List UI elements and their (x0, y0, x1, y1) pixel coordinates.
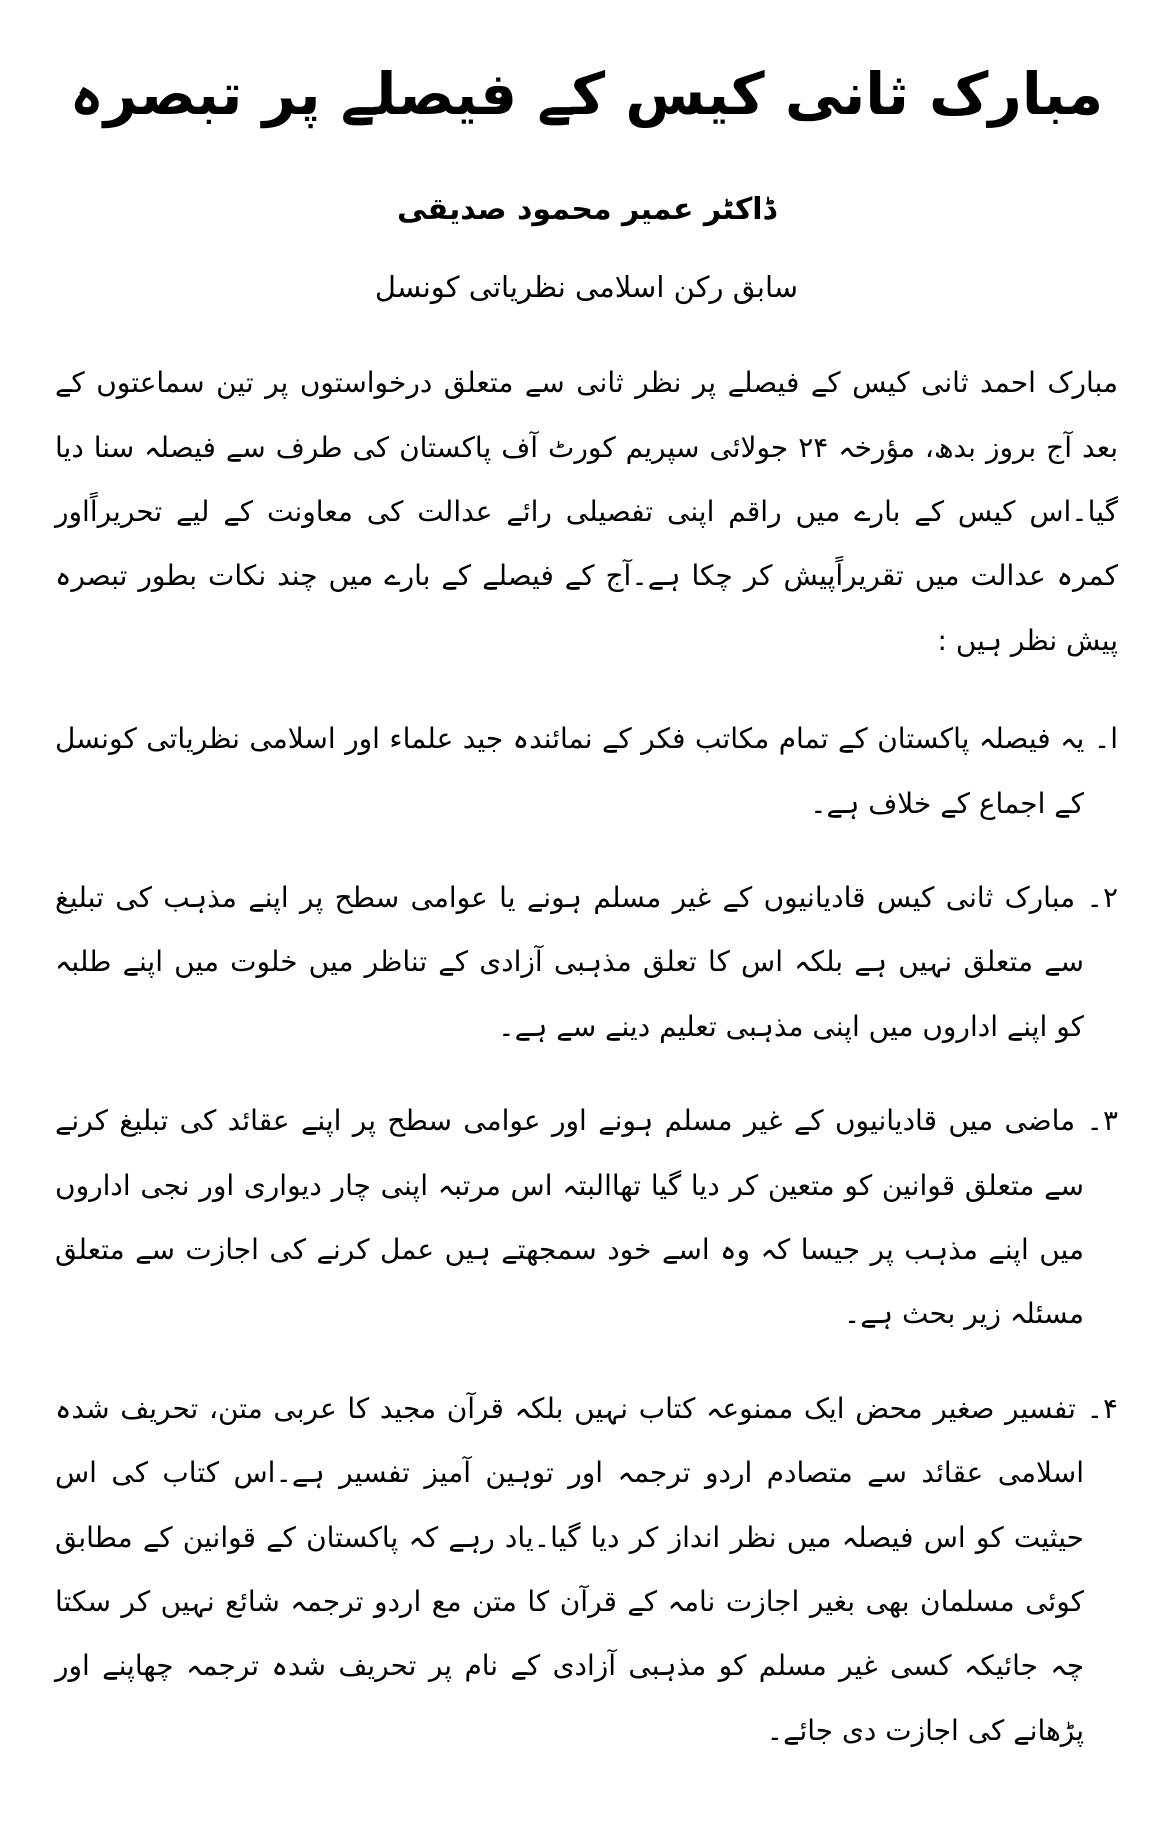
point-4-text: تفسیر صغیر محض ایک ممنوعہ کتاب نہیں بلکہ قرآن مجید کا عربی متن، تحریف شدہ اسلامی عقائد سے متصادم اردو ترجمہ اور توہین آمیز تفسیر ہے۔اس کتاب کی اس حیثیت کو اس فیصلہ میں نظر انداز کر دیا گیا۔یاد رہے کہ پاکستان کے قوانین کے مطابق کوئی مسلمان بھی بغیر اجازت نامہ کے قرآن کا متن مع اردو ترجمہ شائع نہیں کر سکتا چہ جائیکہ کسی غیر مسلم کو مذہبی آزادی کے نام پر تحریف شدہ ترجمہ چھاپنے اور پڑھانے کی اجازت دی جائے۔ (55, 1391, 1084, 1747)
document-title: مبارک ثانی کیس کے فیصلے پر تبصرہ (69, 60, 1104, 128)
point-4-number: ۴۔ (1086, 1391, 1119, 1425)
point-paragraph-1 (55, 707, 1118, 836)
point-paragraph-3 (55, 1089, 1118, 1347)
author-name: ڈاکٹر عمیر محمود صدیقی (397, 191, 776, 227)
point-1-number: ا۔ (1093, 722, 1118, 756)
point-1-text: یہ فیصلہ پاکستان کے تمام مکاتب فکر کے نمائندہ جید علماء اور اسلامی نظریاتی کونسل کے اجماع کے خلاف ہے۔ (55, 722, 1085, 820)
point-paragraph-4 (55, 1377, 1118, 1763)
point-3-text: ماضی میں قادیانیوں کے غیر مسلم ہونے اور عوامی سطح پر اپنے عقائد کی تبلیغ کرنے سے متعلق قوانین کو متعین کر دیا گیا تھاالبتہ اس مرتبہ اپنی چار دیواری اور نجی اداروں میں اپنے مذہب پر جیسا کہ وہ اسے خود سمجھتے ہیں عمل کرنے کی اجازت سے متعلق مسئلہ زیر بحث ہے۔ (55, 1104, 1084, 1331)
point-2-number: ۲۔ (1086, 881, 1118, 915)
point-2-text: مبارک ثانی کیس قادیانیوں کے غیر مسلم ہونے یا عوامی سطح پر اپنے مذہب کی تبلیغ سے متعلق نہیں ہے بلکہ اس کا تعلق مذہبی آزادی کے تناظر میں خلوت میں اپنے طلبہ کو اپنے اداروں میں اپنی مذہبی تعلیم دینے سے ہے۔ (55, 881, 1084, 1043)
point-paragraph-2 (55, 866, 1118, 1059)
author-role: سابق رکن اسلامی نظریاتی کونسل (374, 269, 799, 304)
point-3-number: ۳۔ (1086, 1104, 1118, 1138)
intro-paragraph: مبارک احمد ثانی کیس کے فیصلے پر نظر ثانی سے متعلق درخواستوں پر تین سماعتوں کے بعد آج بروز بدھ، مؤرخہ ۲۴ جولائی سپریم کورٹ آف پاکستان کی طرف سے فیصلہ سنا دیا گیا۔اس کیس کے بارے میں راقم اپنی تفصیلی رائے عدالت کی معاونت کے لیے تحریراًاور کمرہ عدالت میں تقریراًپیش کر چکا ہے۔آج کے فیصلے کے بارے میں چند نکات بطور تبصرہ پیش نظر ہیں : (55, 366, 1118, 657)
